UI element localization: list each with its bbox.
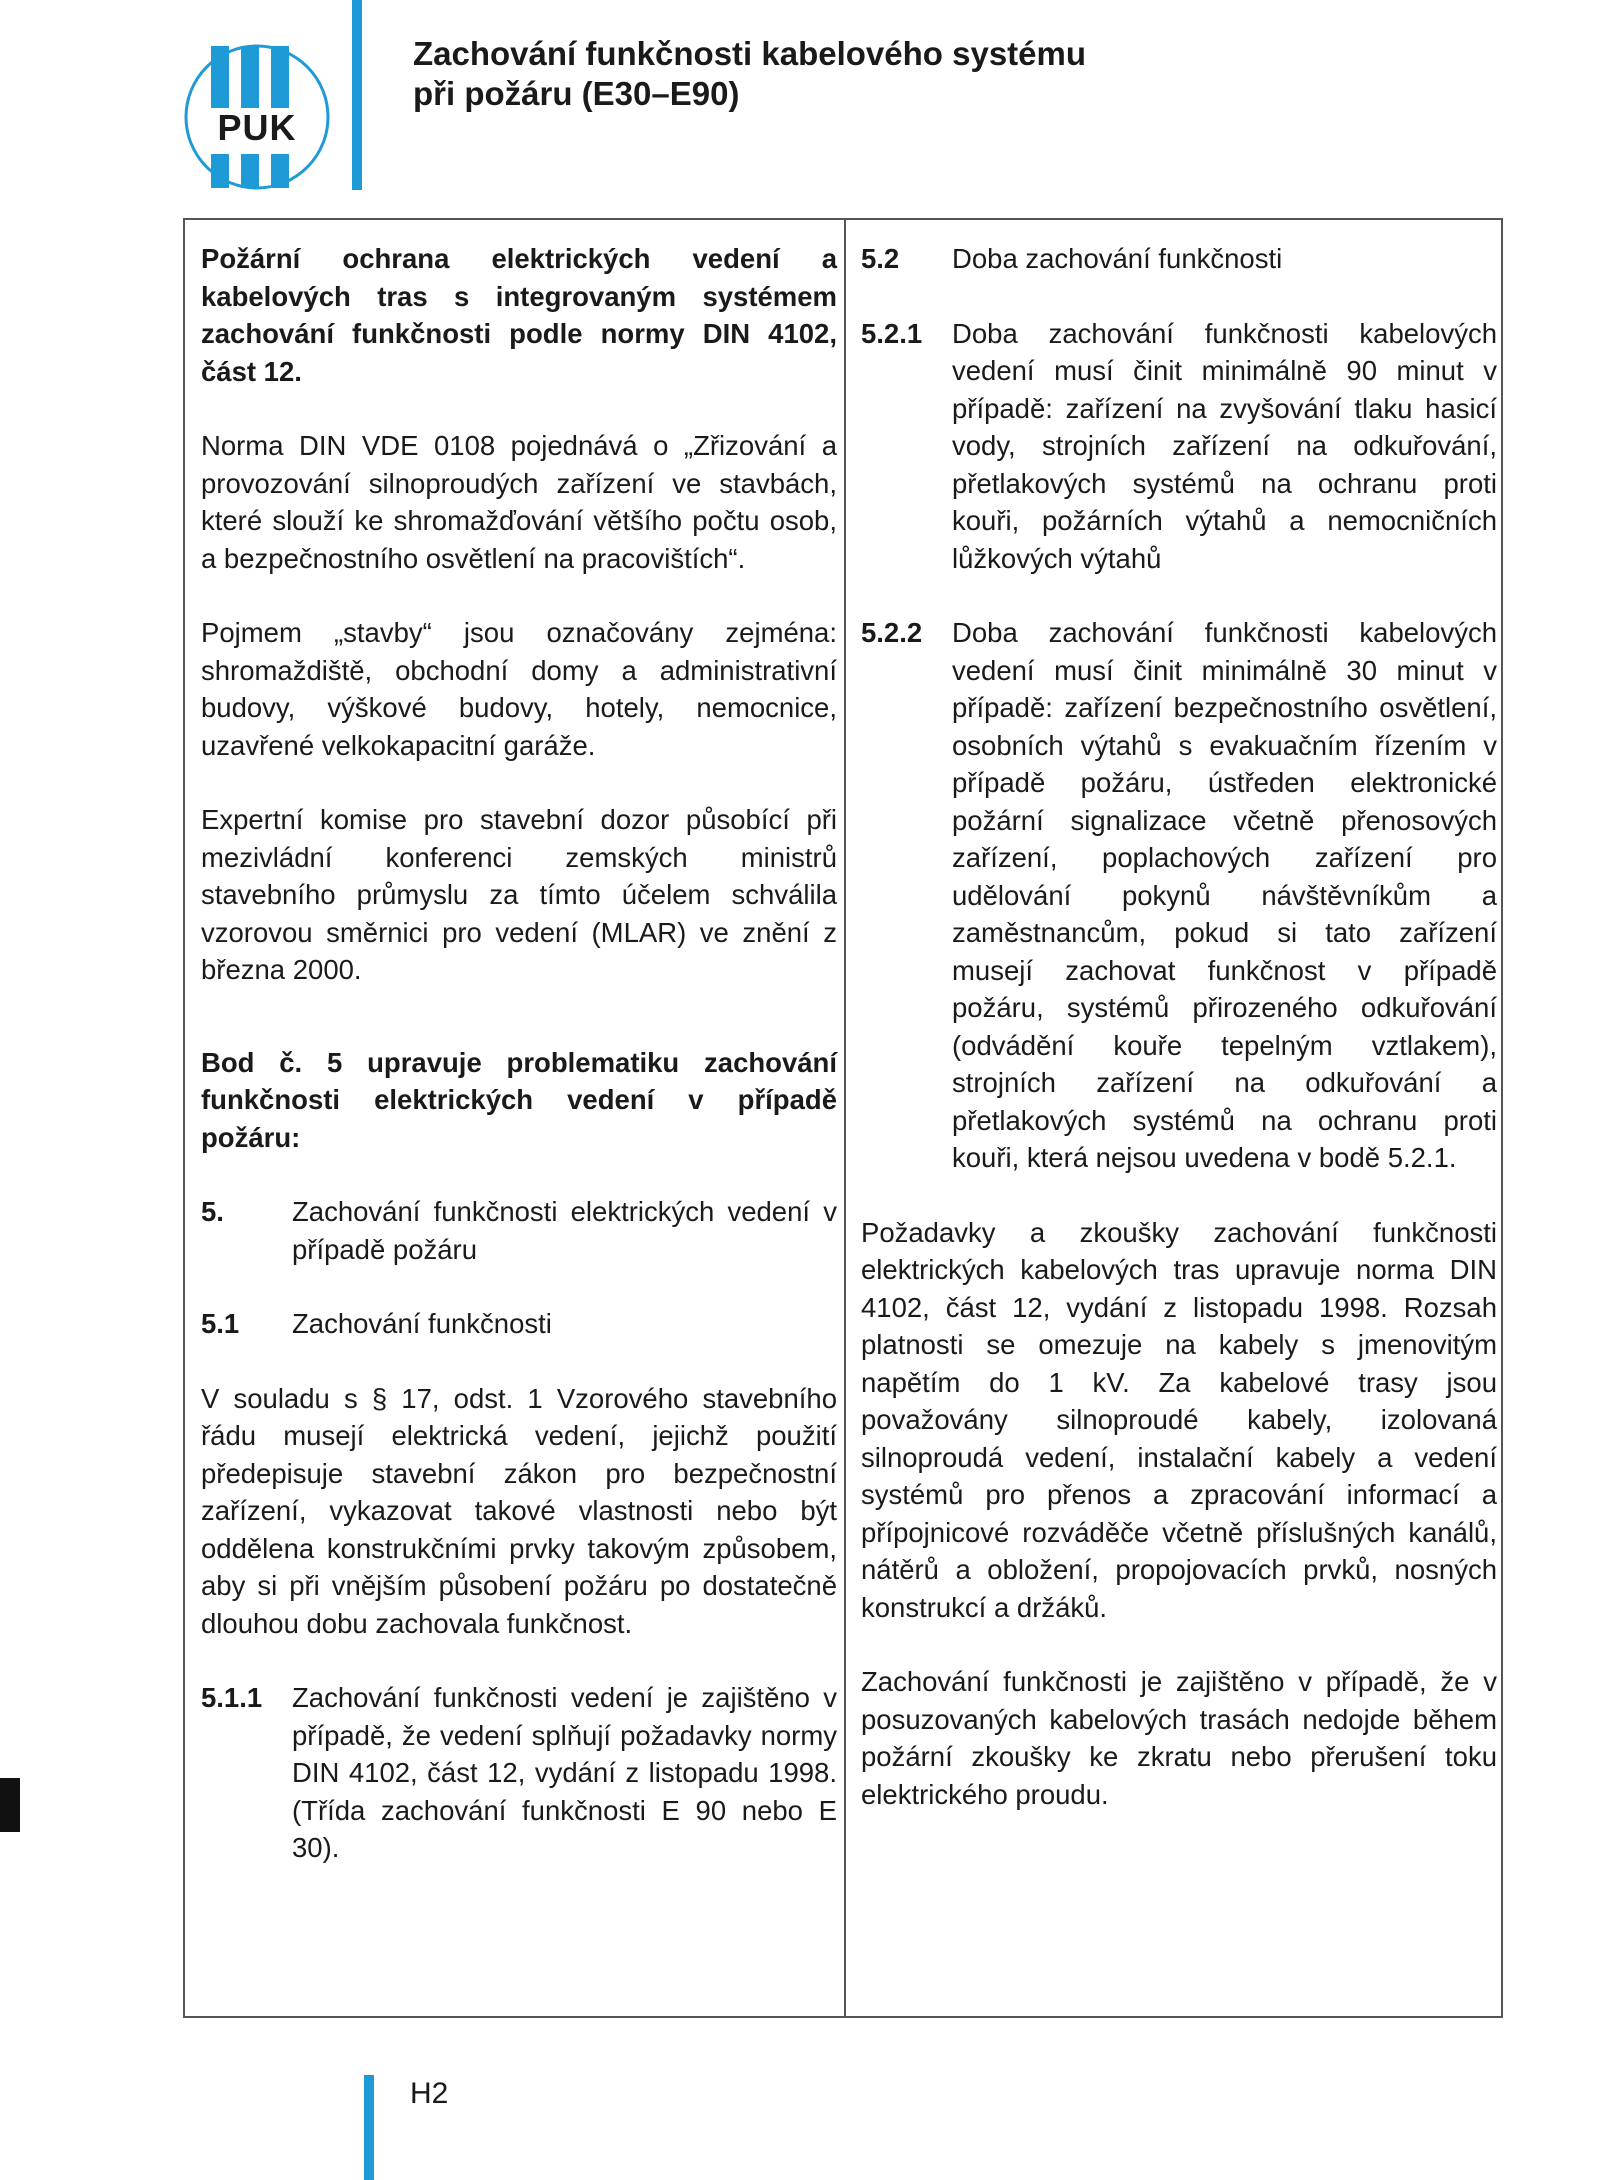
item-number: 5.1 bbox=[201, 1308, 240, 1339]
item-text: Doba zachování funkčnosti bbox=[952, 243, 1283, 274]
left-column bbox=[201, 240, 837, 1867]
item-number: 5.1.1 bbox=[201, 1682, 263, 1713]
page-title-line-1: Zachování funkčnosti kabelového systému bbox=[413, 35, 1087, 72]
footer-accent-bar bbox=[364, 2075, 374, 2180]
item-number: 5.2 bbox=[861, 243, 900, 274]
item-text: Doba zachování funkčnosti kabelových vedení musí činit minimálně 90 minut v případě: zařízení na zvyšování tlaku hasicí vody, strojních zařízení na odkuřování, přetlakových systémů na ochranu proti kouři, požárních výtahů a nemocničních lůžkových výtahů bbox=[952, 317, 1497, 574]
numbered-item-5 bbox=[201, 1193, 837, 1268]
section-heading: Požární ochrana elektrických vedení a kabelových tras s integrovaným systémem zachování funkčnosti podle normy DIN 4102, část 12. bbox=[201, 243, 837, 387]
column-divider bbox=[844, 220, 846, 2017]
numbered-item-5-1-1 bbox=[201, 1679, 837, 1867]
item-text: Zachování funkčnosti elektrických vedení v případě požáru bbox=[292, 1196, 837, 1265]
paragraph: Požadavky a zkoušky zachování funkčnosti elektrických kabelových tras upravuje norma DIN 4102, část 12, vydání z listopadu 1998. Rozsah platnosti se omezuje na kabely s jmenovitým napětím do 1 kV. Za kabelové trasy jsou považovány silnoproudé kabely, izolovaná silnoproudá vedení, instalační kabely a vedení systémů pro přenos a zpracování informací a přípojnicové rozváděče včetně příslušných kanálů, nátěrů a obložení, propojovacích prvků, nosných konstrukcí a držáků. bbox=[861, 1216, 1497, 1623]
header-accent-bar bbox=[352, 0, 362, 190]
item-number: 5.2.1 bbox=[861, 317, 923, 349]
right-column bbox=[861, 240, 1497, 1813]
page-title-line-2: při požáru (E30–E90) bbox=[413, 75, 740, 112]
numbered-item-5-2 bbox=[861, 240, 1497, 278]
paragraph: Zachování funkčnosti je zajištěno v případě, že v posuzovaných kabelových trasách nedojde během požární zkoušky ke zkratu nebo přerušení toku elektrického proudu. bbox=[861, 1666, 1497, 1810]
paragraph: Norma DIN VDE 0108 pojednává o „Zřizování a provozování silnoproudých zařízení ve stavbách, které slouží ke shromažďování většího počtu osob, a bezpečnostního osvětlení na pracovištích“. bbox=[201, 430, 837, 574]
page-title bbox=[413, 34, 1413, 114]
item-number: 5.2.2 bbox=[861, 617, 923, 648]
item-text: Doba zachování funkčnosti kabelových vedení musí činit minimálně 30 minut v případě: zařízení bezpečnostního osvětlení, osobních výtahů s evakuačním řízením v případě požáru, ústředen elektronické požární signalizace včetně přenosových zařízení, poplachových zařízení pro udělování pokynů návštěvníkům a zaměstnancům, pokud si tato zařízení musejí zachovat funkčnost v případě požáru, systémů přirozeného odkuřování (odvádění kouře tepelným vztlakem), strojních zařízení na odkuřování a přetlakových systémů na ochranu proti kouři, která nejsou uvedena v bodě 5.2.1. bbox=[952, 617, 1497, 1173]
logo-text: PUK bbox=[217, 107, 297, 148]
paragraph: V souladu s § 17, odst. 1 Vzorového stavebního řádu musejí elektrická vedení, jejichž použití předepisuje stavební zákon pro bezpečnostní zařízení, vykazovat takové vlastnosti nebo být oddělena konstrukčními prvky takovým způsobem, aby si při vnějším působení požáru po dostatečně dlouhou dobu zachovala funkčnost. bbox=[201, 1382, 837, 1639]
item-text: Zachování funkčnosti vedení je zajištěno v případě, že vedení splňují požadavky normy DIN 4102, část 12, vydání z listopadu 1998. (Třída zachování funkčnosti E 90 nebo E 30). bbox=[292, 1682, 837, 1863]
numbered-item-5-2-2 bbox=[861, 614, 1497, 1177]
page-number: H2 bbox=[410, 2077, 449, 2110]
section-heading-2: Bod č. 5 upravuje problematiku zachování funkčnosti elektrických vedení v případě požáru: bbox=[201, 1046, 837, 1153]
paragraph: Pojmem „stavby“ jsou označovány zejména: shromaždiště, obchodní domy a administrativní budovy, výškové budovy, hotely, nemocnice, uzavřené velkokapacitní garáže. bbox=[201, 617, 837, 761]
item-text: Zachování funkčnosti bbox=[292, 1308, 552, 1339]
paragraph: Expertní komise pro stavební dozor působící při mezivládní konferenci zemských ministrů stavebního průmyslu za tímto účelem schválila vzorovou směrnici pro vedení (MLAR) ve znění z března 2000. bbox=[201, 804, 837, 985]
item-number: 5. bbox=[201, 1196, 224, 1227]
numbered-item-5-2-1 bbox=[861, 315, 1497, 578]
section-tab-marker bbox=[0, 1778, 20, 1832]
numbered-item-5-1 bbox=[201, 1305, 837, 1343]
